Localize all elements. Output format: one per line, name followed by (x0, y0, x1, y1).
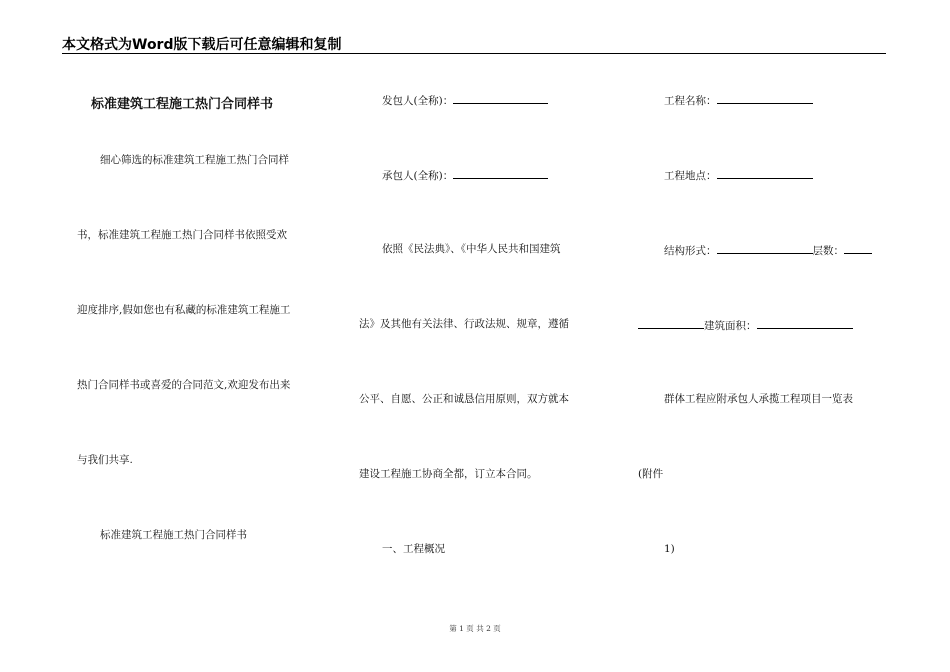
attachment-open: (附件 (638, 468, 664, 480)
project-location-label: 工程地点： (664, 170, 717, 182)
basis-line-1: 依照《民法典》、《中华人民共和国建筑 (382, 243, 561, 255)
project-location-field (664, 167, 813, 183)
project-name-label: 工程名称： (664, 95, 717, 107)
basis-line-2: 法》及其他有关法律、行政法规、规章，遵循 (359, 318, 569, 330)
project-name-field (664, 92, 813, 108)
contractor-field (382, 167, 548, 183)
group-note: 群体工程应附承包人承揽工程项目一览表 (664, 393, 853, 405)
area-blank (757, 317, 853, 329)
basis-line-3: 公平、自愿、公正和诚恳信用原则，双方就本 (359, 393, 569, 405)
floors-blank (844, 242, 872, 254)
intro-line-2: 书，标准建筑工程施工热门合同样书依照受欢 (77, 229, 287, 241)
intro-line-1: 细心筛选的标准建筑工程施工热门合同样 (100, 154, 289, 166)
floors-label: 层数： (812, 245, 844, 257)
download-banner: 本文格式为Word版下载后可任意编辑和复制 (62, 37, 342, 53)
subtitle-line: 标准建筑工程施工热门合同样书 (100, 529, 247, 541)
header-rule (62, 53, 886, 54)
page-footer: 第 1 页 共 2 页 (449, 624, 501, 633)
structure-label: 结构形式： (664, 245, 717, 257)
area-lead-blank (638, 317, 704, 329)
document-title: 标准建筑工程施工热门合同样书 (91, 97, 274, 112)
employer-field (382, 92, 548, 108)
intro-line-4: 热门合同样书或喜爱的合同范文,欢迎发布出来 (77, 379, 291, 391)
section-heading: 一、工程概况 (382, 543, 445, 555)
attachment-close: 1) (664, 543, 675, 555)
structure-blank (717, 242, 813, 254)
project-name-blank (717, 92, 813, 104)
contractor-blank (453, 167, 548, 179)
intro-line-5: 与我们共享. (77, 454, 133, 466)
area-field (638, 317, 853, 333)
structure-field (664, 242, 872, 258)
employer-blank (453, 92, 548, 104)
basis-line-4: 建设工程施工协商全都，订立本合同。 (359, 468, 538, 480)
intro-line-3: 迎度排序,假如您也有私藏的标准建筑工程施工 (77, 304, 291, 316)
contractor-label: 承包人(全称)： (382, 170, 454, 182)
project-location-blank (717, 167, 813, 179)
employer-label: 发包人(全称)： (382, 95, 454, 107)
area-label: 建筑面积： (704, 320, 757, 332)
